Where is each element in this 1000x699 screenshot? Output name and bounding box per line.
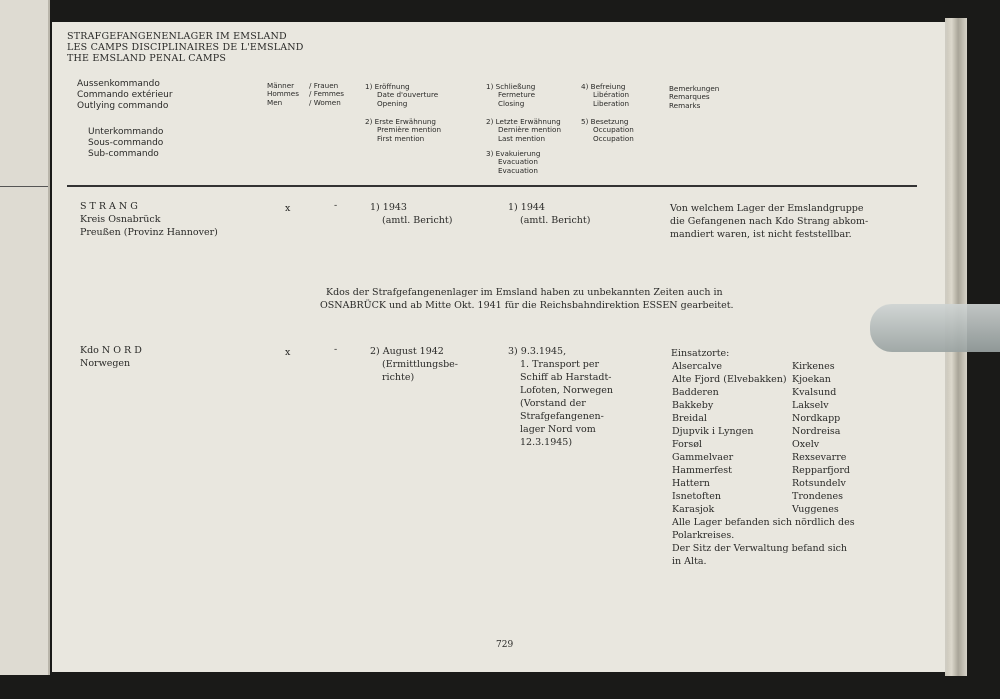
entry-nord-places-right: Kirkenes Kjoekan Kvalsund Lakselv Nordkapp Nordreisa Oxelv Rexsevarre Repparfjord Rotsundelv Trondenes Vuggenes [792,361,850,515]
entry-nord-women: - [334,344,338,355]
entry-nord-remarks-tail: Alle Lager befanden sich nördlich des Polarkreises. Der Sitz der Verwaltung befand sich in Alta. [672,517,855,567]
page-title: STRAFGEFANGENENLAGER IM EMSLAND LES CAMPS DISCIPLINAIRES DE L'EMSLAND THE EMSLAND PENAL CAMPS [67,31,304,64]
entry-strang-remarks: Von welchem Lager der Emslandgruppe die Gefangenen nach Kdo Strang abkom- mandiert waren, ist nicht feststellbar. [670,203,869,240]
page-number: 729 [496,640,514,650]
header-remarks: Bemerkungen Remarques Remarks [669,84,720,110]
entry-strang-note: Kdos der Strafgefangenenlager im Emsland haben zu unbekannten Zeiten auch in OSNABRÜCK und ab Mitte Okt. 1941 für die Reichsbahndirektion ESSEN gearbeitet. [320,287,734,311]
header-evacuation: 3) Evakuierung Evacuation Evacuation [486,149,541,175]
header-first-mention: 2) Erste Erwähnung Première mention First mention [365,117,442,143]
entry-nord-opening: 2) August 1942 (Ermittlungsbe- richte) [370,346,459,383]
header-aussenkommando: Aussenkommando Commando extérieur Outlying commando [77,79,173,111]
page-clip [870,304,1000,352]
entry-strang-women: - [334,200,338,211]
entry-nord-name: Kdo N O R D Norwegen [80,345,142,369]
header-liberation: 4) Befreiung Libération Liberation [581,82,630,108]
previous-page-edge [0,0,50,675]
entry-nord-closing: 3) 9.3.1945, 1. Transport per Schiff ab Harstadt- Lofoten, Norwegen (Vorstand der Strafgefangenen- lager Nord vom 12.3.1945) [508,346,614,448]
entry-nord-men: x [285,347,291,358]
header-men: Männer Hommes Men [267,81,299,107]
header-occupation: 5) Besetzung Occupation Occupation [581,117,634,143]
entry-nord-places-left: Alsercalve Alte Fjord (Elvebakken) Badderen Bakkeby Breidal Djupvik i Lyngen Forsøl Gammelvaer Hammerfest Hattern Isnetoften Karasjok [672,361,787,515]
header-unterkommando: Unterkommando Sous-commando Sub-commando [88,127,164,159]
header-divider [67,185,917,187]
entry-nord-remarks-label: Einsatzorte: [671,348,730,359]
header-closing: 1) Schließung Fermeture Closing [486,82,536,108]
header-last-mention: 2) Letzte Erwähnung Dernière mention Last mention [486,117,562,143]
entry-strang-opening: 1) 1943 (amtl. Bericht) [370,202,453,226]
header-women: / Frauen / Femmes / Women [309,81,345,107]
header-opening: 1) Eröffnung Date d'ouverture Opening [365,82,439,108]
previous-page-rule [0,186,48,187]
entry-strang-closing: 1) 1944 (amtl. Bericht) [508,202,591,226]
entry-strang-name: S T R A N G Kreis Osnabrück Preußen (Provinz Hannover) [80,201,218,238]
entry-strang-men: x [285,203,291,214]
